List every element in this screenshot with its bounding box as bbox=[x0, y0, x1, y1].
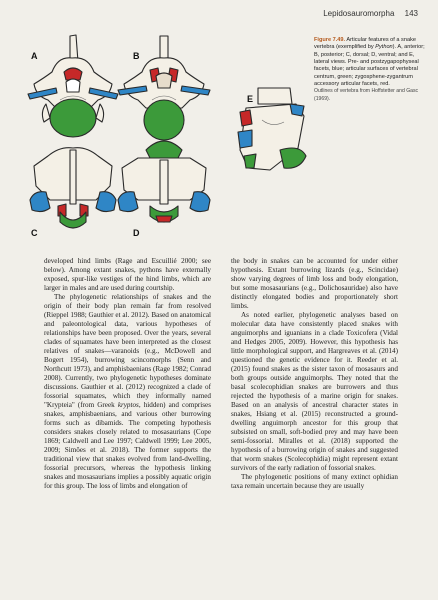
left-text-column bbox=[44, 257, 211, 491]
neural-spine bbox=[160, 36, 168, 60]
page-number: 143 bbox=[404, 9, 418, 18]
neural-spine-ridge bbox=[70, 150, 76, 204]
postzygapophysis bbox=[290, 104, 304, 116]
caption-source: Outlines of vertebra from Hoffstetter and Gasc (1969). bbox=[314, 88, 419, 102]
panel-label-e: E bbox=[247, 94, 254, 104]
centrum-condyle bbox=[144, 100, 184, 140]
paragraph: the body in snakes can be accounted for under either hypothesis. Extant burrowing lizards (e.g., Scincidae) show varying degrees of limb loss and body elongation, but some mosasaurians (e.g., Dolichosauridae) also have distinctly elongated bodies and proportionately short limbs. bbox=[231, 257, 398, 310]
text-run: , hidden) and comprises snakes, amphisbaenians, and various other burrowing forms such as dibamids. The competing hypothesis considers snakes closely related to mosasaurians (Cope 1869; Caldwell and Lee 1997; Caldwell 1999; Lee 2005, 2009; Simões et al. 2018). The former supports the traditional view that snakes evolved from land-dwelling, fossorial precursors, whereas the hypothesis linking snakes and mosasaurians implies a possibly aquatic origin for this group. The loss of limbs and elongation of bbox=[44, 401, 211, 490]
section-title: Lepidosauromorpha bbox=[323, 9, 395, 18]
centrum-condyle bbox=[280, 148, 306, 168]
synapophysis-left bbox=[42, 104, 50, 122]
centrum-cotyle bbox=[244, 154, 256, 168]
panel-label-a: A bbox=[31, 51, 38, 61]
prezygapophysis-right bbox=[190, 192, 210, 212]
paragraph: developed hind limbs (Rage and Escuillié 2000; see below). Among extant snakes, pythons have externally exposed, spur-like vestiges of the hind limbs, which are larger in males and are used during courtship. bbox=[44, 257, 211, 292]
neural-canal bbox=[66, 79, 80, 92]
caption-text-2: ). A, anterior; B, posterior; C, dorsal; D, ventral; and E, lateral views. Pre- and postzygapophyseal facets, blue; articular surfaces of vertebral centrum, green; zygosphene-zygantrum accessory articular facets, red. bbox=[314, 44, 425, 88]
hypapophysis-keel bbox=[160, 160, 168, 204]
right-text-column bbox=[231, 257, 398, 491]
panel-label-c: C bbox=[31, 228, 38, 238]
synapophysis-right bbox=[96, 104, 104, 122]
panel-label-d: D bbox=[133, 228, 140, 238]
figure-7-49 bbox=[0, 0, 438, 250]
vertebra-anterior-view bbox=[28, 35, 118, 137]
paragraph: The phylogenetic positions of many extinct ophidian taxa remain uncertain because they are usually bbox=[231, 473, 398, 490]
centrum-cotyle bbox=[50, 99, 96, 137]
caption-title: Figure 7.49. bbox=[314, 37, 346, 43]
zygosphene-facet bbox=[64, 68, 82, 80]
vertebra-dorsal-view bbox=[30, 148, 116, 228]
zygosphene-facet bbox=[240, 110, 252, 126]
prezygapophysis-left bbox=[30, 192, 50, 212]
prezygapophysis-right bbox=[96, 192, 116, 212]
zygantrum-cavity bbox=[156, 73, 172, 88]
figure-caption bbox=[314, 37, 426, 103]
prezygapophysis-left bbox=[118, 192, 138, 212]
caption-text-1: Articular features of a snake vertebra (exemplified by bbox=[314, 37, 416, 51]
panel-label-b: B bbox=[133, 51, 140, 61]
paragraph bbox=[44, 293, 211, 491]
vertebra-ventral-view bbox=[118, 141, 210, 222]
zygosphene-facet bbox=[156, 216, 172, 222]
paragraph: As noted earlier, phylogenetic analyses based on molecular data have consistently placed snakes with anguimorphs and iguanians in a clade Toxicofera (Vidal and Hedges 2005, 2009). However, this hypothesis has little morphological support, and Hargreaves et al. (2014) questioned the genetic evidence for it. Reeder et al. (2015) found snakes as the sister taxon of mosasaurs and both groups outside anguimorphs. They noted that the basal scolecophidian snakes are burrowers and thus rejected the hypothesis of a marine origin for snakes. Based on an analysis of ancestral character states in snakes, Hsiang et al. (2015) reconstructed a ground-dwelling anguimorph ancestor for this group that subsisted on small, soft-bodied prey and may have been semi-fossorial. Miralles et al. (2018) supported the hypothesis of a burrowing origin of snakes and suggested that worm snakes (Scolecophidia) might represent extant survivors of the early radiation of fossorial snakes. bbox=[231, 311, 398, 472]
prezygapophysis bbox=[238, 130, 252, 148]
caption-genus: Python bbox=[375, 44, 393, 51]
centrum-condyle bbox=[146, 141, 182, 158]
text-run: The phylogenetic relationships of snakes and the origin of their body plan remain far from resolved (Rieppel 1988; Gauthier et al. 2012). Based on anatomical and paleontological data, various hypotheses of relationships have been proposed. Over the years, several clades of squamates have been interpreted as the closest relatives of snakes—varanoids (e.g., McDowell and Bogert 1954), burrowing scincomorphs (Senn and Northcutt 1973), and amphisbaenians (Rage 1982; Conrad 2008). Currently, two phylogenetic hypotheses dominate discussions. Gauthier et al. (2012) recognized a clade of fossorial squamates, which they informally named "Krypteia" (from Greek bbox=[44, 293, 211, 409]
vertebra-posterior-view bbox=[118, 36, 210, 140]
neural-spine bbox=[258, 88, 292, 104]
italic-term: kryptos bbox=[117, 401, 139, 409]
